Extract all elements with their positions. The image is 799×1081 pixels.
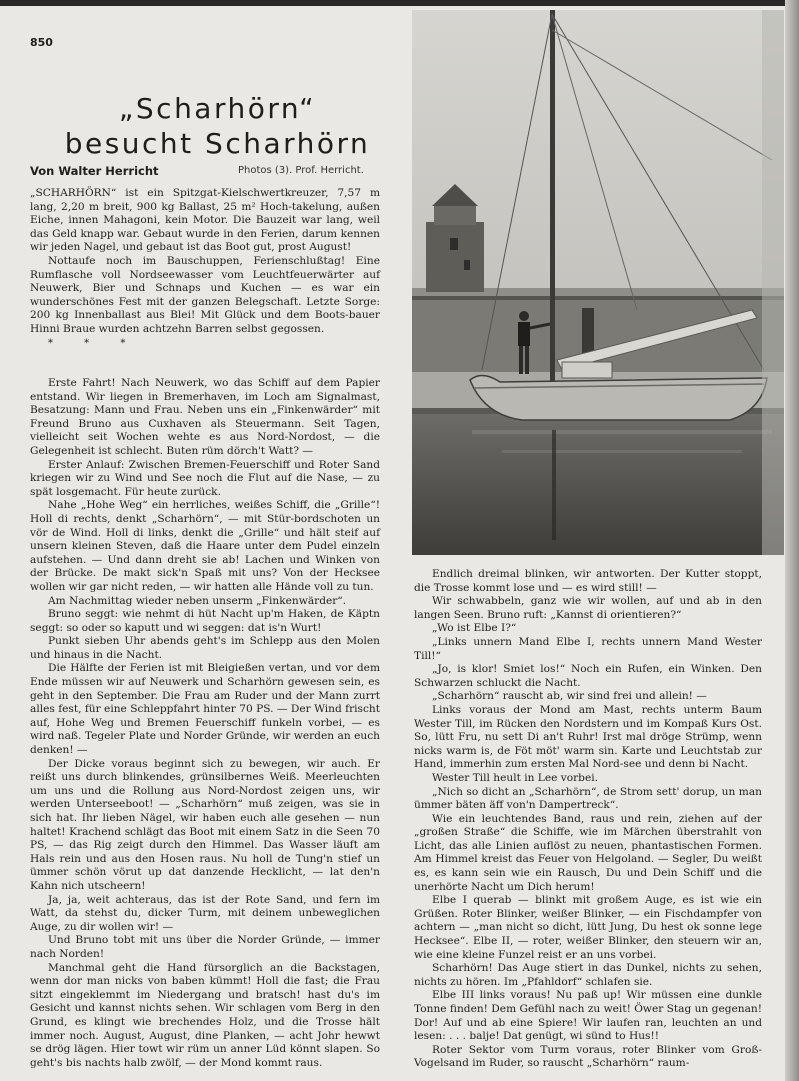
paragraph: Erster Anlauf: Zwischen Bremen-Feuerschiff und Roter Sand kriegen wir zu Wind und See noch die Flut auf die Nase, — zu spät losgemacht. Für heute zurück. [30,458,380,498]
text-column-left [30,377,380,1070]
title-line-2: besucht Scharhörn [64,127,371,160]
paragraph: Und Bruno tobt mit uns über die Norder Gründe, — immer nach Norden! [30,934,380,960]
text-column-top-left [30,187,380,350]
paragraph: Nottaufe noch im Bauschuppen, Ferienschlußtag! Eine Rumflasche voll Nordseewasser vom Leuchtfeuerwärter auf Neuwerk, Bier und Schnaps und Kuchen — es war ein wunderschönes Fest mit der ganzen Belegschaft. Letzte Sorge: 200 kg Innenballast aus Blei! Mit Glück und dem Boots-bauer Hinni Braue wurden achtzehn Barren selbst gegossen. [30,254,380,335]
paragraph: Manchmal geht die Hand fürsorglich an die Backstagen, wenn dor man nicks von baben kümmt! Holl die fast; die Frau sitzt eingeklemmt im Niedergang und bratsch! hast du's im Gesicht und kannst nichts sehen. Wir schlagen vom Berg in den Grund, es klingt wie brechendes Holz, und die Trosse hält immer noch. August, August, dine Planken, — acht Johr hewwt se drög lägen. Hier towt wir rüm un anner Lüd könnt slapen. So geht's bis nachts halb zwölf, — der Mond kommt raus. [30,961,380,1069]
paragraph: Bruno seggt: wie nehmt di hüt Nacht up'm Haken, de Käptn seggt: so oder so kaputt und wi seggen: dat is'n Wurt! [30,608,380,634]
paragraph: „Scharhörn“ rauscht ab, wir sind frei und allein! — [432,690,707,703]
section-separator: * * * [48,337,140,349]
paragraph: „SCHARHÖRN“ ist ein Spitzgat-Kielschwertkreuzer, 7,57 m lang, 2,20 m breit, 900 kg Ballast, 25 m² Hoch-takelung, außen Eiche, innen Mahagoni, kein Motor. Die Bauzeit war lang, weil das Geld knapp war. Gebaut wurde in den Ferien, darum kennen wir jeden Nagel, und gebaut ist das Boot gut, prost August! [30,187,380,254]
paragraph: Punkt sieben Uhr abends geht's im Schlepp aus den Molen und hinaus in die Nacht. [30,635,380,661]
paragraph: „Jo, is klor! Smiet los!“ Noch ein Rufen, ein Winken. Den Schwarzen schluckt die Nacht. [414,663,762,689]
paragraph: „Links unnern Mand Elbe I, rechts unnern Mand Wester Till!“ [414,635,762,662]
paragraph: Elbe III links voraus! Nu paß up! Wir müssen eine dunkle Tonne finden! Dem Gefühl nach zu weit! Öwer Stag un gegenan! Dor! Auf und ab eine Spiere! Wir laufen ran, leuchten an und lesen: . . . balje! Dat genügt, wi sünd to Hus!! [414,989,762,1043]
sailboat-photo [412,10,784,555]
paragraph: Endlich dreimal blinken, wir antworten. Der Kutter stoppt, die Trosse kommt lose und — es wird still! — [414,568,762,594]
paragraph: Am Nachmittag wieder neben unserm „Finkenwärder“. [48,594,347,607]
paragraph: Wir schwabbeln, ganz wie wir wollen, auf und ab in den langen Seen. Bruno ruft: „Kannst di orientieren?“ [414,595,762,621]
paragraph: Die Hälfte der Ferien ist mit Bleigießen vertan, und vor dem Ende müssen wir auf Neuwerk und Scharhörn gewesen sein, es geht in den September. Die Frau am Ruder und der Mann zurrt alles fest, für eine Schleppfahrt hinter 70 PS. — Der Wind frischt auf, Hohe Weg und Bremen Feuerschiff funkeln vorbei, — es wird naß. Tegeler Plate und Norder Gründe, wir werden an euch denken! — [30,662,380,757]
page-number: 850 [30,36,53,49]
paragraph: Nahe „Hohe Weg“ ein herrliches, weißes Schiff, die „Grille“! Holl di rechts, denkt „Scharhörn“, — mit Stür-bordschoten un vör de Wind. Holl di links, denkt die „Grille“ und hält steif auf unsern kleinen Steven, daß die Haare unter dem Pudel einzeln aufstehen. — Und dann dreht sie ab! Lachen und Winken von der Brücke. De makt sick'n Spaß mit uns? Von der Hecksee wollen wir gar nicht reden, — wir hatten alle Hände voll zu tun. [30,499,380,593]
paragraph: Der Dicke voraus beginnt sich zu bewegen, wir auch. Er reißt uns durch blinkendes, grünsilbernes Weiß. Meerleuchten um uns und die Rollung aus Nord-Nordost zeigen uns, wir werden Unterseeboot! — „Scharhörn“ muß zeigen, was sie in sich hat. Ihr lieben Nägel, wir haben euch alle gesehen — nun haltet! Krachend schlägt das Boot mit einem Satz in die Seen 70 PS, — das Rig zeigt durch den Himmel. Das Wasser läuft am Hals rein und aus den Hosen raus. Nu holl de Tung'n stief un ümmer schön vörut up dat danzende Hecklicht, — lat den'n Kahn nich utscheern! [30,757,380,892]
text-column-right [414,568,762,1071]
sailboat-harbor-image [412,10,784,555]
photo-credits: Photos (3). Prof. Herricht. [238,165,364,176]
page-gutter-shadow [785,0,799,1081]
paragraph: Wester Till heult in Lee vorbei. [432,771,598,784]
paragraph: Scharhörn! Das Auge stiert in das Dunkel, nichts zu sehen, nichts zu hören. Im „Pfahldorf“ schlafen sie. [414,962,762,988]
paragraph: Ja, ja, weit achteraus, das ist der Rote Sand, und fern im Watt, da stehst du, dicker Turm, mit deinem unbeweglichen Auge, zu dir wollen wir! — [30,893,380,933]
paragraph: Wie ein leuchtendes Band, raus und rein, ziehen auf der „großen Straße“ die Schiffe, wie im Märchen überstrahlt von Licht, das alle Linien auflöst zu neuen, phantastischen Formen. Am Himmel kreist das Feuer von Helgoland. — Segler, Du weißt es, es kann sein wie ein Rausch, Du und Dein Schiff und die unerhörte Nacht um Dich herum! [414,812,762,893]
paragraph: „Nich so dicht an „Scharhörn“, de Strom sett' dorup, un man ümmer bäten äff von'n Dampertreck“. [414,785,762,812]
paragraph: „Wo ist Elbe I?“ [432,622,517,635]
author-byline: Von Walter Herricht [30,164,159,178]
title-line-1: „Scharhörn“ [118,92,317,125]
paragraph: Roter Sektor vom Turm voraus, roter Blinker vom Groß-Vogelsand im Ruder, so rauscht „Scharhörn“ raum- [414,1043,762,1070]
paragraph: Elbe I querab — blinkt mit großem Auge, es ist wie ein Grüßen. Roter Blinker, weißer Blinker, — ein Fischdampfer von achtern — „man nicht so dicht, lütt Jung, Du hest ok sonne lege Hecksee“. Elbe II, — roter, weißer Blinker, den steuern wir an, wie eine kleine Funzel reist er an uns vorbei. [414,894,762,961]
paragraph: Links voraus der Mond am Mast, rechts unterm Baum Wester Till, im Rücken den Nordstern und im Kompaß Kurs Ost. So, lütt Fru, nu sett Di an't Ruhr! Irst mal dröge Strümp, wenn nicks warm is, de Föt möt' warm sin. Karte und Leuchtstab zur Hand, immerhin zum ersten Mal Nord-see und denn bi Nacht. [414,703,762,771]
paragraph: Erste Fahrt! Nach Neuwerk, wo das Schiff auf dem Papier entstand. Wir liegen in Bremerhaven, im Loch am Signalmast, Besatzung: Mann und Frau. Neben uns ein „Finkenwärder“ mit Freund Bruno aus Cuxhaven als Steuermann. Seit Tagen, vielleicht seit Wochen wehte es aus Nord-Nordost, — die Gelegenheit ist schlecht. Buten rüm dörch't Watt? — [30,377,380,457]
page-top-edge [0,0,799,6]
